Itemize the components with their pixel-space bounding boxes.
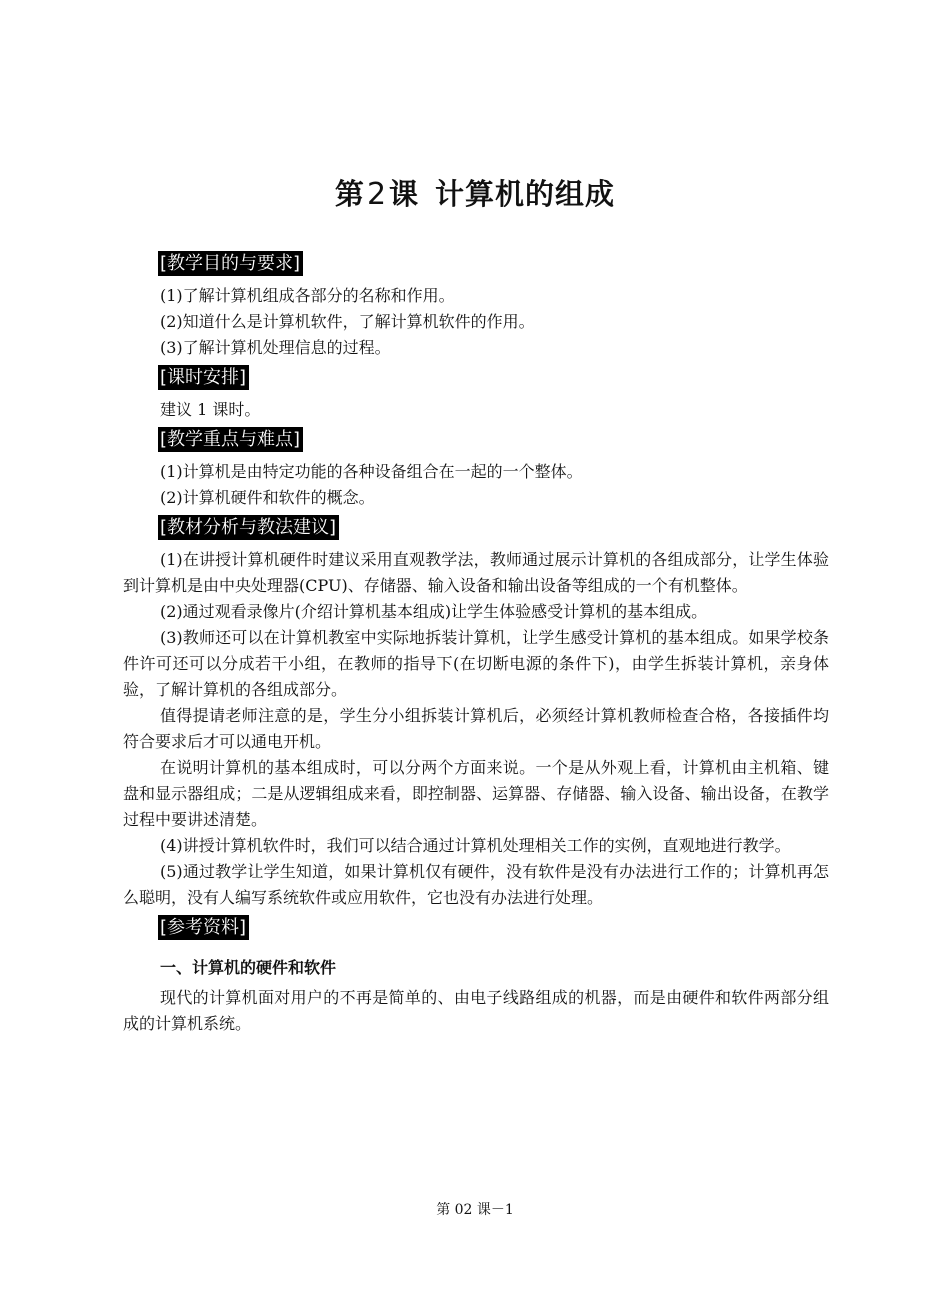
analysis-paragraph: 值得提请老师注意的是，学生分小组拆装计算机后，必须经计算机教师检查合格，各接插件均符合要求后才可以通电开机。 [123,706,829,751]
page-footer: 第 02 课－1 [436,1202,514,1218]
section-heading-reference: [参考资料] [158,915,249,940]
page-title [0,172,950,213]
analysis-paragraph: 在说明计算机的基本组成时，可以分两个方面来说。一个是从外观上看，计算机由主机箱、键盘和显示器组成；二是从逻辑组成来看，即控制器、运算器、存储器、输入设备、输出设备，在教学过程中要讲述清楚。 [123,758,829,829]
schedule-item: 建议 1 课时。 [160,400,261,419]
goal-item: (1)了解计算机组成各部分的名称和作用。 [160,286,455,305]
analysis-paragraph: (2)通过观看录像片(介绍计算机基本组成)让学生体验感受计算机的基本组成。 [160,602,708,621]
title-suffix: 课 [389,177,420,211]
keypoint-item: (1)计算机是由特定功能的各种设备组合在一起的一个整体。 [160,462,583,481]
section-heading-schedule: [课时安排] [158,365,249,390]
reference-subheading: 一、计算机的硬件和软件 [160,958,337,977]
lesson-content [123,247,829,1037]
analysis-paragraph: (5)通过教学让学生知道，如果计算机仅有硬件，没有软件是没有办法进行工作的；计算机再怎么聪明，没有人编写系统软件或应用软件，它也没有办法进行处理。 [123,862,829,907]
reference-paragraph: 现代的计算机面对用户的不再是简单的、由电子线路组成的机器，而是由硬件和软件两部分组成的计算机系统。 [123,988,829,1033]
analysis-paragraph: (1)在讲授计算机硬件时建议采用直观教学法，教师通过展示计算机的各组成部分，让学生体验到计算机是由中央处理器(CPU)、存储器、输入设备和输出设备等组成的一个有机整体。 [123,550,829,595]
title-name: 计算机的组成 [435,177,616,211]
goal-item: (3)了解计算机处理信息的过程。 [160,338,391,357]
section-heading-goals: [教学目的与要求] [158,251,303,276]
title-number: 2 [366,177,388,212]
section-heading-analysis: [教材分析与教法建议] [158,515,339,540]
keypoint-item: (2)计算机硬件和软件的概念。 [160,488,375,507]
title-prefix: 第 [334,177,365,211]
section-heading-keypoints: [教学重点与难点] [158,427,303,452]
analysis-paragraph: (3)教师还可以在计算机教室中实际地拆装计算机，让学生感受计算机的基本组成。如果学校条件许可还可以分成若干小组，在教师的指导下(在切断电源的条件下)，由学生拆装计算机，亲身体验，了解计算机的各组成部分。 [123,628,829,699]
goal-item: (2)知道什么是计算机软件，了解计算机软件的作用。 [160,312,535,331]
analysis-paragraph: (4)讲授计算机软件时，我们可以结合通过计算机处理相关工作的实例，直观地进行教学。 [160,836,791,855]
